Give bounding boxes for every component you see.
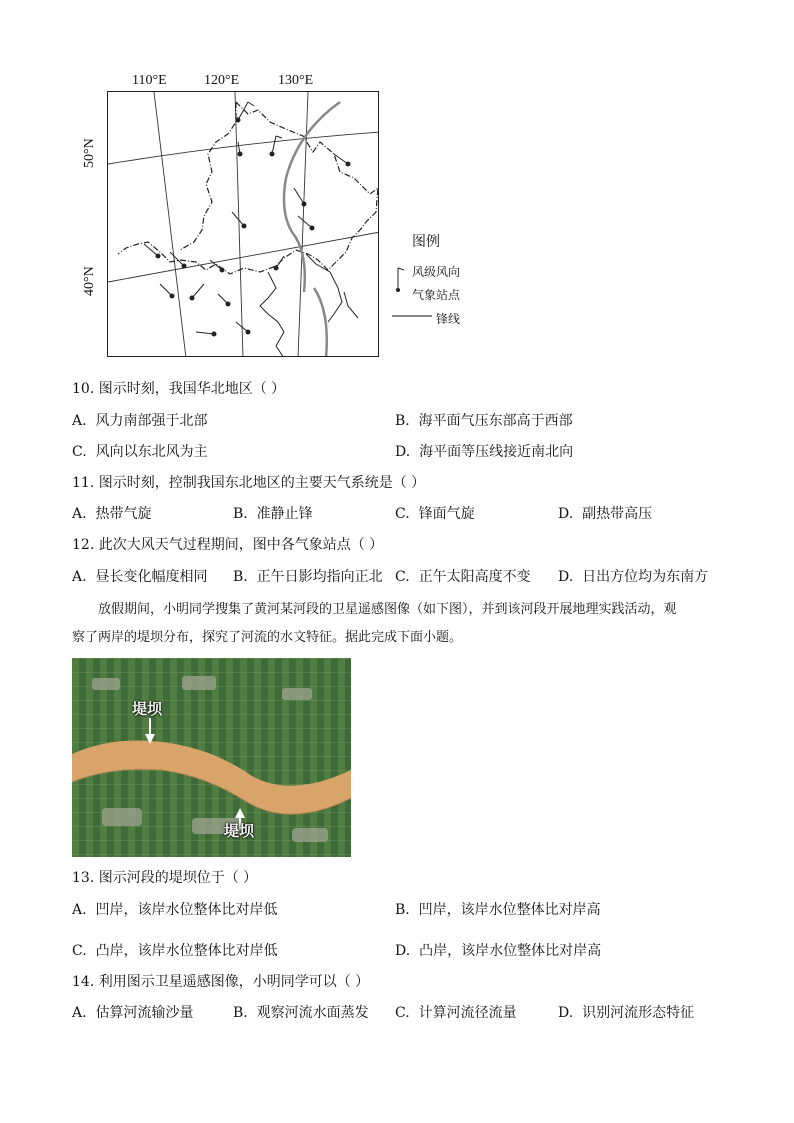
option-10b[interactable]: B. 海平面气压东部高于西部 [395,413,573,429]
map-frame [107,91,379,357]
wind-barb-legend-icon [392,264,406,292]
option-14a[interactable]: A. 估算河流输沙量 [72,1005,194,1021]
option-13b[interactable]: B. 凹岸，该岸水位整体比对岸高 [395,902,601,918]
question-10 [72,380,285,398]
legend-station: 气象站点 [412,288,461,302]
option-11a[interactable]: A. 热带气旋 [72,506,152,522]
question-stem: 图示时刻，我国华北地区（ ） [98,381,286,397]
legend-wind: 风级风向 [412,265,461,279]
question-11 [72,474,425,492]
question-14 [72,973,369,991]
question-number: 14. [72,974,95,990]
question-number: 13. [72,870,95,886]
lon-label-110: 110°E [132,73,167,88]
question-stem: 利用图示卫星遥感图像，小明同学可以（ ） [98,974,370,990]
option-13c[interactable]: C. 凸岸，该岸水位整体比对岸低 [72,943,278,959]
option-14b[interactable]: B. 观察河流水面蒸发 [233,1005,369,1021]
satellite-image [72,658,351,857]
map-drawing [108,92,379,357]
option-12d[interactable]: D. 日出方位均为东南方 [558,569,709,585]
option-11b[interactable]: B. 准静止锋 [233,506,313,522]
question-12 [72,536,383,554]
lat-label-40: 40°N [82,266,97,296]
option-14d[interactable]: D. 识别河流形态特征 [558,1005,695,1021]
legend-front: 锋线 [436,312,461,326]
question-number: 10. [72,381,95,397]
question-number: 12. [72,537,95,553]
option-10d[interactable]: D. 海平面等压线接近南北向 [395,444,574,460]
question-stem: 图示河段的堤坝位于（ ） [98,870,258,886]
question-stem: 此次大风天气过程期间，图中各气象站点（ ） [98,537,384,553]
question-number: 11. [72,475,95,491]
legend-title: 图例 [412,234,440,250]
lat-label-50: 50°N [82,138,97,168]
option-10a[interactable]: A. 风力南部强于北部 [72,413,208,429]
front-line-legend-icon [392,313,432,319]
question-stem: 图示时刻，控制我国东北地区的主要天气系统是（ ） [98,475,426,491]
option-13a[interactable]: A. 凹岸，该岸水位整体比对岸低 [72,902,278,918]
passage-line-1: 放假期间，小明同学搜集了黄河某河段的卫星遥感图像（如下图），并到该河段开展地理实践活动，观 [98,602,677,617]
satellite-drawing [72,658,351,857]
option-10c[interactable]: C. 风向以东北风为主 [72,444,208,460]
option-12b[interactable]: B. 正午日影均指向正北 [233,569,383,585]
option-12c[interactable]: C. 正午太阳高度不变 [395,569,531,585]
dam-label-bottom: 堤坝 [224,822,255,840]
lon-label-130: 130°E [278,73,314,88]
dam-label-top: 堤坝 [132,700,163,718]
option-11c[interactable]: C. 锋面气旋 [395,506,475,522]
option-11d[interactable]: D. 副热带高压 [558,506,653,522]
question-13 [72,869,257,887]
option-12a[interactable]: A. 昼长变化幅度相同 [72,569,208,585]
option-14c[interactable]: C. 计算河流径流量 [395,1005,517,1021]
passage-line-2: 察了两岸的堤坝分布，探究了河流的水文特征。据此完成下面小题。 [72,630,463,645]
lon-label-120: 120°E [204,73,240,88]
option-13d[interactable]: D. 凸岸，该岸水位整体比对岸高 [395,943,602,959]
reading-passage [72,596,732,652]
